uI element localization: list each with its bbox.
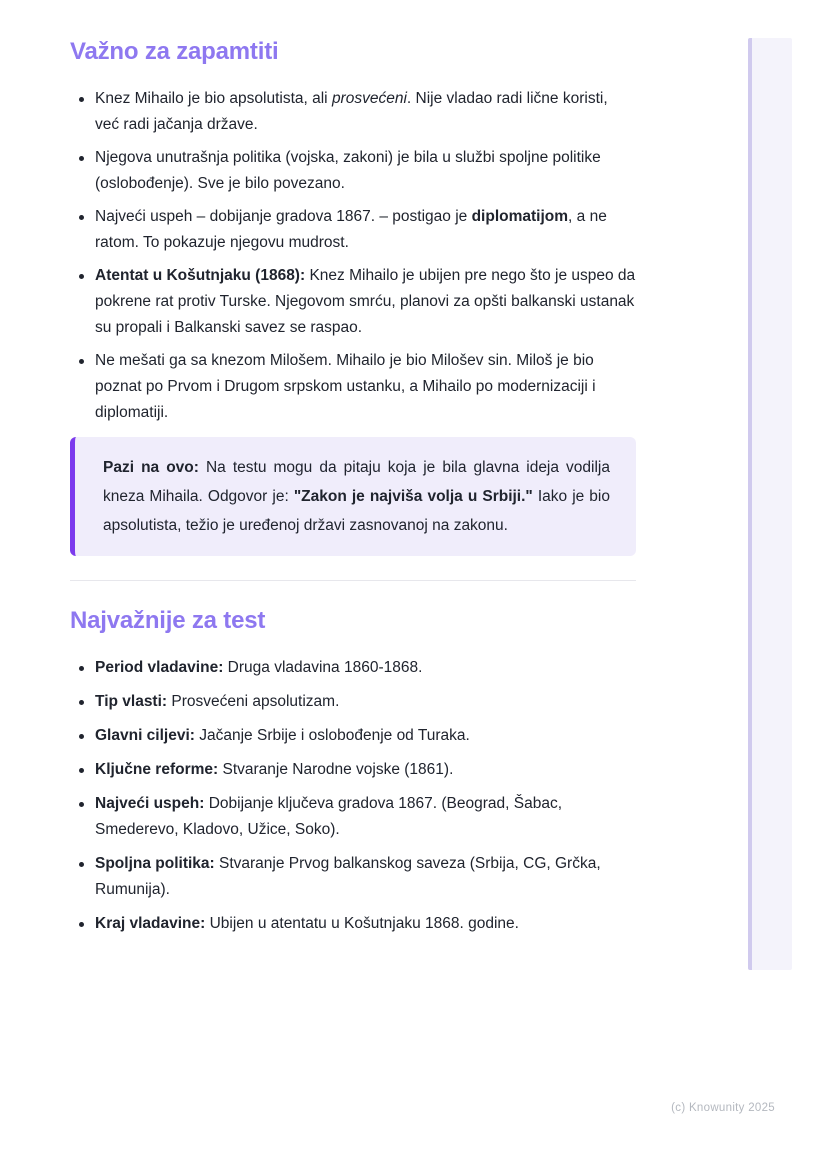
text: Na testu mogu da pitaju koja je bila glavna ideja vodilja kneza Mihaila. Odgovor je: bbox=[103, 459, 610, 505]
bold-text: Pazi na ovo: bbox=[103, 459, 199, 476]
text: Stvaranje Prvog balkanskog saveza (Srbija, CG, Grčka, Rumunija). bbox=[95, 855, 601, 898]
notes-content bbox=[70, 38, 636, 945]
list-item bbox=[70, 655, 636, 681]
list-item bbox=[70, 791, 636, 843]
text: Ne mešati ga sa knezom Milošem. Mihailo je bio Milošev sin. Miloš je bio poznat po Prvom i Drugom srpskom ustanku, a Mihailo po modernizaciji i diplomatiji. bbox=[95, 352, 596, 421]
text: Druga vladavina 1860-1868. bbox=[223, 659, 423, 676]
bold-text: Period vladavine: bbox=[95, 659, 224, 676]
text: Knez Mihailo je ubijen pre nego što je uspeo da pokrene rat protiv Turske. Njegovom smrću, planovi za opšti balkanski ustanak su propali i Balkanski savez se raspao. bbox=[95, 267, 636, 336]
text: Knez Mihailo je bio apsolutista, ali bbox=[95, 90, 332, 107]
warning-callout bbox=[70, 437, 636, 556]
list-item bbox=[70, 911, 636, 937]
text: Iako je bio apsolutista, težio je uređenoj državi zasnovanoj na zakonu. bbox=[103, 488, 610, 534]
section-important bbox=[70, 38, 636, 556]
section-title-important: Važno za zapamtiti bbox=[70, 38, 279, 65]
text: . Nije vladao radi lične koristi, već radi jačanja države. bbox=[95, 90, 608, 133]
text: Ubijen u atentatu u Košutnjaku 1868. godine. bbox=[205, 915, 519, 932]
text: , a ne ratom. To pokazuje njegovu mudrost. bbox=[95, 208, 607, 251]
section-test-summary bbox=[70, 607, 636, 937]
list-item bbox=[70, 263, 636, 341]
list-item bbox=[70, 204, 636, 256]
bold-text: Glavni ciljevi: bbox=[95, 727, 195, 744]
section-title-test: Najvažnije za test bbox=[70, 607, 266, 634]
italic-text: prosvećeni bbox=[331, 90, 407, 107]
text: Njegova unutrašnja politika (vojska, zakoni) je bila u službi spoljne politike (oslobođenje). Sve je bilo povezano. bbox=[95, 149, 601, 192]
next-page-edge[interactable] bbox=[748, 38, 792, 970]
bold-text: Kraj vladavine: bbox=[95, 915, 206, 932]
footer-copyright: (c) Knowunity 2025 bbox=[671, 1102, 775, 1114]
list-item bbox=[70, 86, 636, 138]
text: Stvaranje Narodne vojske (1861). bbox=[218, 761, 454, 778]
bold-text: Ključne reforme: bbox=[95, 761, 219, 778]
test-summary-list bbox=[70, 655, 636, 937]
text: Najveći uspeh – dobijanje gradova 1867. – postigao je bbox=[95, 208, 472, 225]
bold-text: Tip vlasti: bbox=[95, 693, 168, 710]
list-item bbox=[70, 348, 636, 426]
list-item bbox=[70, 689, 636, 715]
text: Dobijanje ključeva gradova 1867. (Beograd, Šabac, Smederevo, Kladovo, Užice, Soko). bbox=[95, 795, 562, 838]
bold-text: diplomatijom bbox=[471, 208, 569, 225]
list-item bbox=[70, 851, 636, 903]
list-item bbox=[70, 757, 636, 783]
list-item bbox=[70, 145, 636, 197]
bold-text: Atentat u Košutnjaku (1868): bbox=[95, 267, 306, 284]
text: Prosvećeni apsolutizam. bbox=[167, 693, 340, 710]
bold-text: Najveći uspeh: bbox=[95, 795, 205, 812]
bold-text: "Zakon je najviša volja u Srbiji." bbox=[293, 488, 533, 505]
key-points-list bbox=[70, 86, 636, 426]
callout-text bbox=[103, 453, 610, 540]
list-item bbox=[70, 723, 636, 749]
section-divider bbox=[70, 580, 636, 581]
bold-text: Spoljna politika: bbox=[95, 855, 215, 872]
text: Jačanje Srbije i oslobođenje od Turaka. bbox=[194, 727, 470, 744]
